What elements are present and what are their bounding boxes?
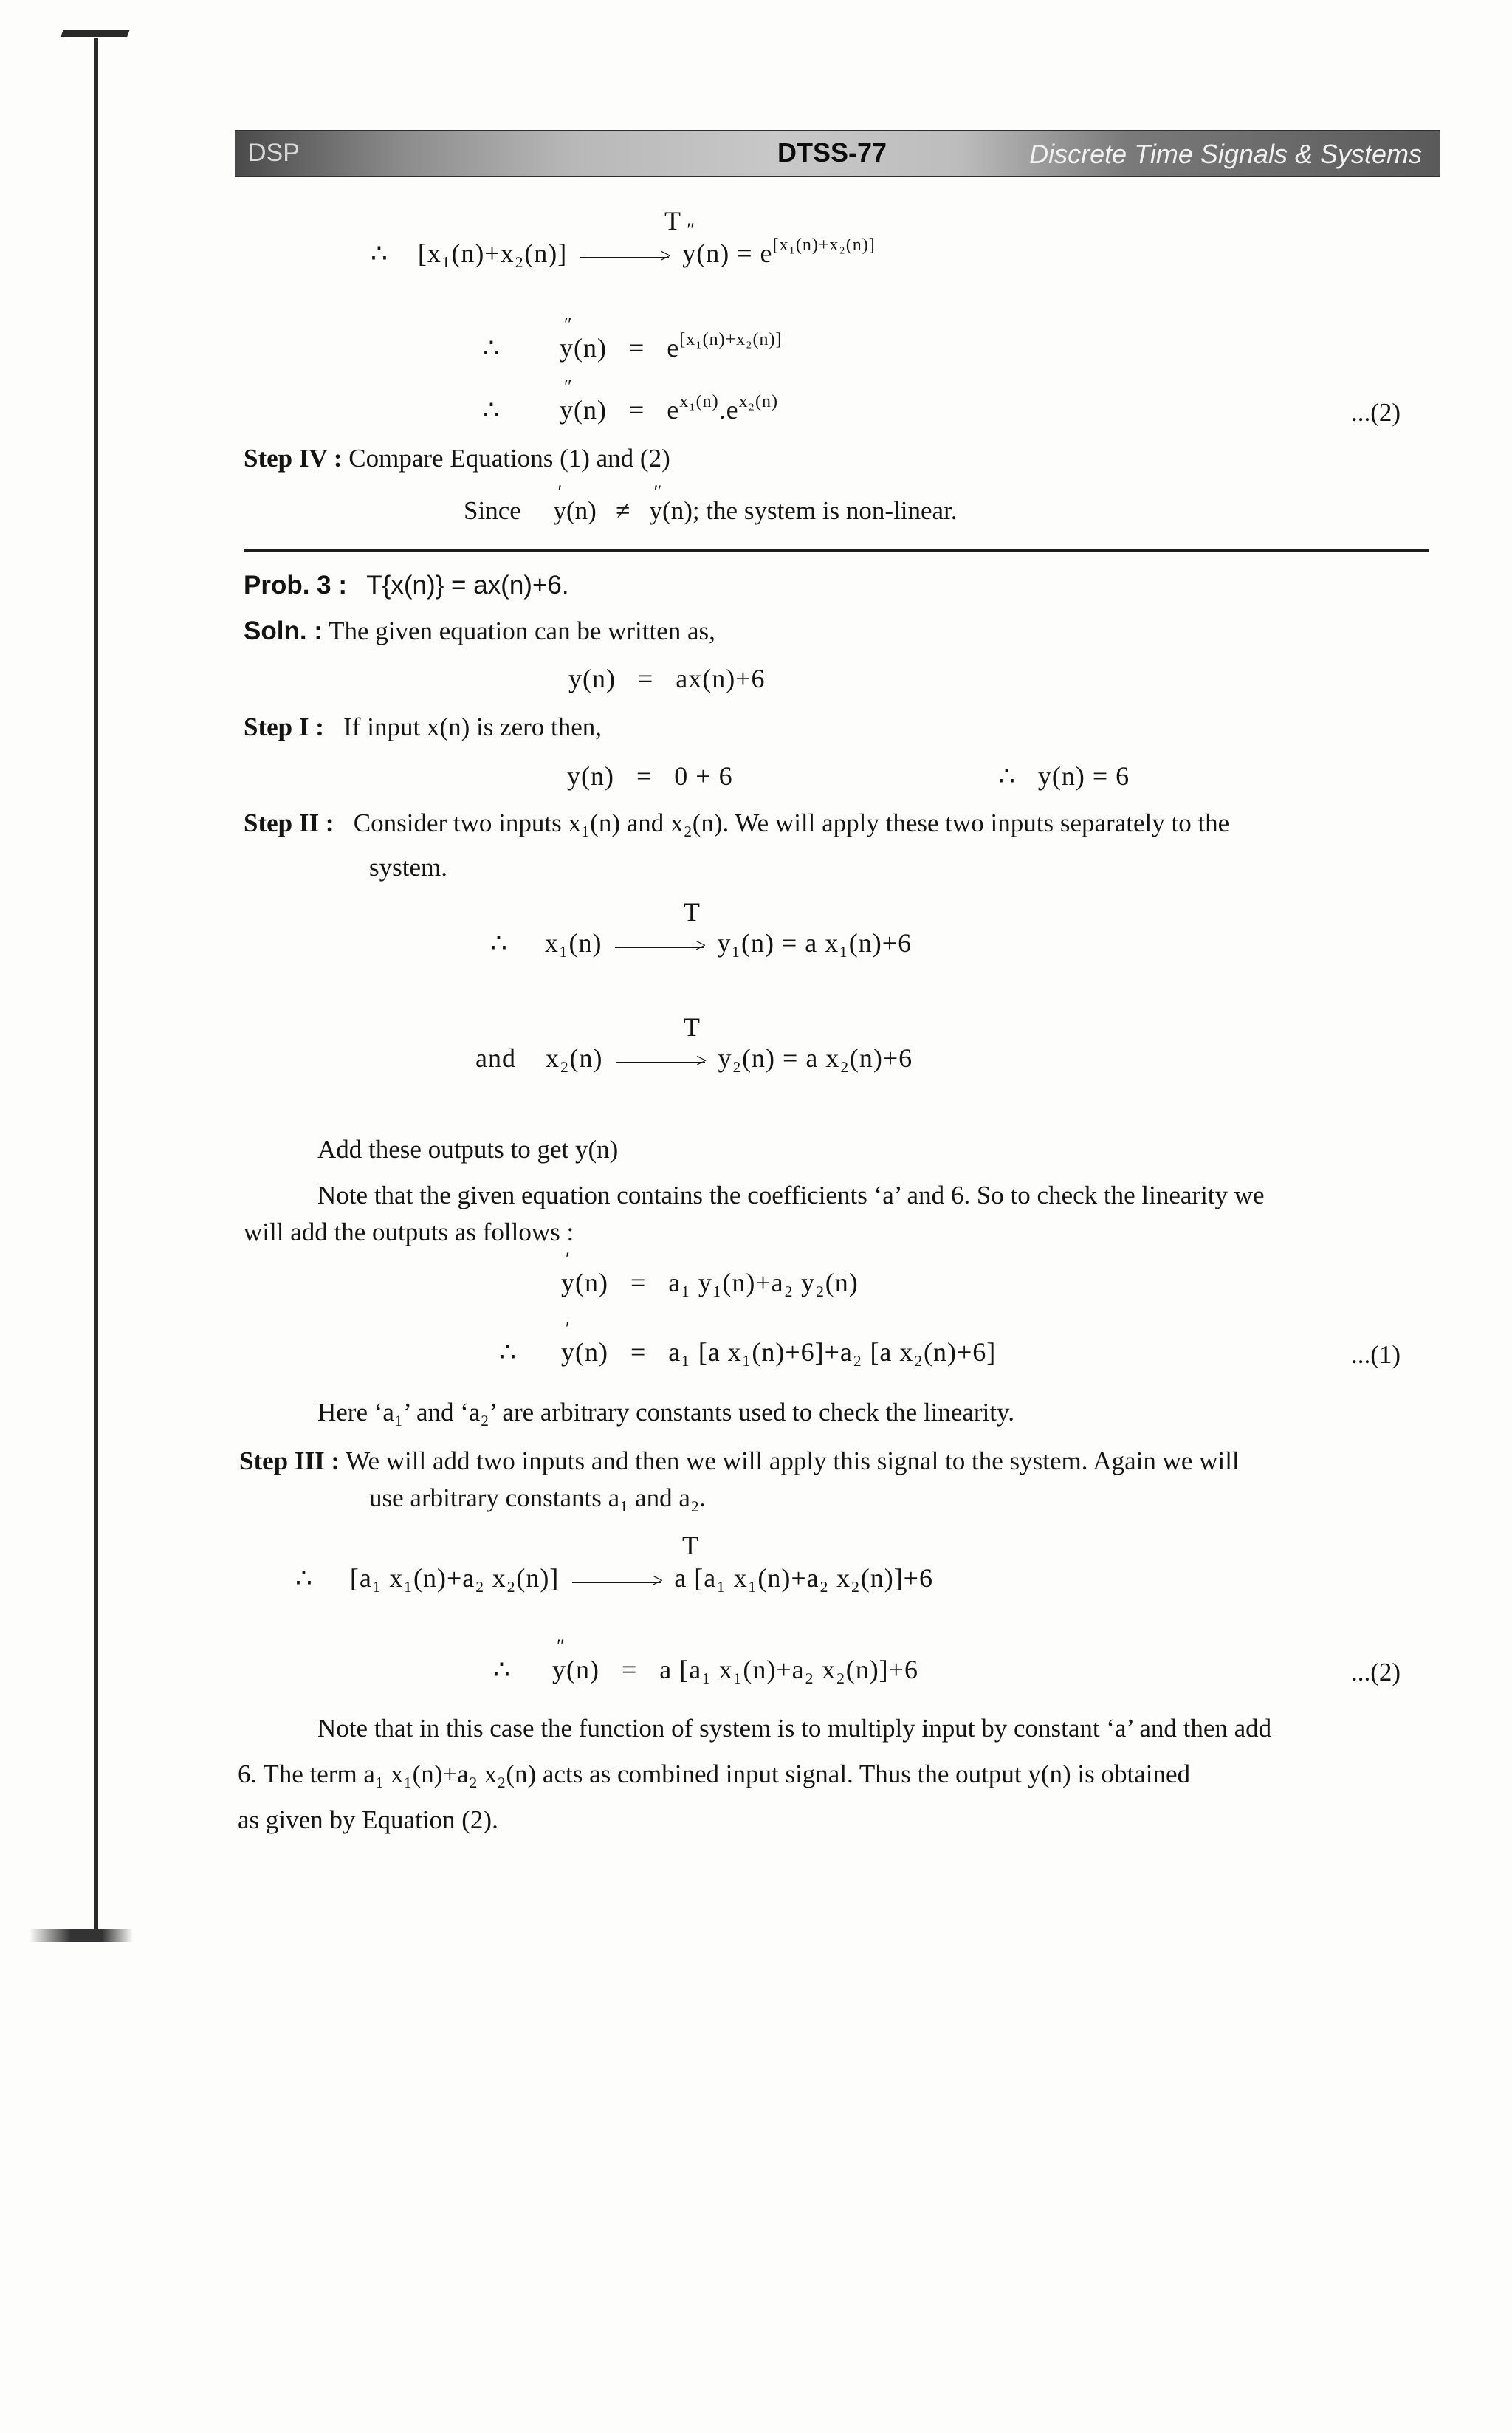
step-ii-text-1: Consider two inputs x₁(n) and x₂(n). We will apply these two inputs separately to the xyxy=(353,809,1230,837)
map1-input: x₁(n) xyxy=(544,928,602,958)
therefore-symbol: ∴ xyxy=(493,1655,511,1684)
step-iii-text-2: use arbitrary constants a₁ and a₂. xyxy=(369,1483,706,1512)
step-i-text: If input x(n) is zero then, xyxy=(343,713,602,741)
sum-equation xyxy=(561,1267,859,1298)
therefore-symbol: ∴ xyxy=(295,1563,313,1593)
sum2-equation xyxy=(561,1336,996,1368)
since-word: Since xyxy=(464,496,521,525)
equation-ref-1: ...(1) xyxy=(1351,1340,1401,1369)
product-dot: . xyxy=(718,395,726,425)
prob-3-statement: T{x(n)} = ax(n)+6. xyxy=(366,571,569,600)
not-equal-sign: ≠ xyxy=(616,496,630,525)
eq3-equation xyxy=(552,1654,918,1685)
eq3-lhs: ″ y(n) xyxy=(552,1655,599,1684)
map2-output: y₂(n) = a x₂(n)+6 xyxy=(718,1043,913,1073)
equals-sign: = xyxy=(637,664,654,693)
map2-arrow: > xyxy=(616,1059,705,1063)
equation-ref-2: ...(2) xyxy=(1351,398,1401,427)
and-word: and xyxy=(475,1043,516,1073)
header-page-number: DTSS-77 xyxy=(777,137,887,168)
step-i-eq-rhs: 0 + 6 xyxy=(674,761,733,791)
exp-line-1-lhs: ″ y(n) xyxy=(560,333,607,363)
prob-3-label: Prob. 3 : xyxy=(244,571,348,600)
step-ii-label: Step II : xyxy=(244,809,334,837)
map1-arrow: > xyxy=(615,944,704,948)
soln-label: Soln. : xyxy=(244,617,323,645)
map3-equation xyxy=(295,1562,933,1593)
given-eq-lhs: y(n) xyxy=(568,664,616,693)
map3-arrow: > xyxy=(572,1579,661,1583)
step-iii-label: Step III : xyxy=(239,1447,340,1475)
map-exponent: [x₁(n)+x₂(n)] xyxy=(772,236,876,255)
step-iv-text: Compare Equations (1) and (2) xyxy=(348,444,670,473)
step-i-equation xyxy=(567,761,733,792)
step-iv-label: Step IV : xyxy=(244,444,343,473)
exp-line-1-exponent: [x₁(n)+x₂(n)] xyxy=(679,330,783,349)
step-i-eq-lhs: y(n) xyxy=(567,761,614,791)
step-ii xyxy=(244,808,1229,839)
step-i-label: Step I : xyxy=(244,713,324,741)
therefore-symbol: ∴ xyxy=(490,928,508,958)
equals-sign: = xyxy=(628,333,645,363)
step-i xyxy=(244,712,602,743)
map-output: ″ y(n) = e xyxy=(682,239,772,268)
given-equation xyxy=(568,663,766,694)
map-input: [x₁(n)+x₂(n)] xyxy=(417,239,568,268)
exp-line-1 xyxy=(560,332,783,363)
map1-T-label: T xyxy=(684,897,701,927)
map2-equation xyxy=(475,1043,913,1074)
note-1-line-1: Note that the given equation contains the coefficients ‘a’ and 6. So to check the linearity we xyxy=(317,1181,1265,1209)
add-outputs-text: Add these outputs to get y(n) xyxy=(317,1135,619,1164)
therefore-symbol: ∴ xyxy=(499,1337,517,1367)
equals-sign: = xyxy=(621,1655,638,1684)
note-1-line-2: will add the outputs as follows : xyxy=(244,1218,574,1246)
step-i-result-text: y(n) = 6 xyxy=(1037,761,1130,791)
equals-sign: = xyxy=(630,1268,647,1297)
binder-edge-bottom xyxy=(30,1929,133,1942)
map3-T-label: T xyxy=(682,1531,699,1560)
equals-sign: = xyxy=(636,761,653,791)
step-ii-text-2: system. xyxy=(369,853,447,882)
binder-edge-line xyxy=(94,38,98,1936)
prob-3 xyxy=(244,570,569,601)
exp-line-2-exp-b: x₂(n) xyxy=(738,392,778,411)
exp-line-2-base-b: e xyxy=(726,395,739,425)
exp-line-2-lhs: ″ y(n) xyxy=(560,395,607,425)
exp-line-2-exp-a: x₁(n) xyxy=(679,392,719,411)
sum2-rhs: a₁ [a x₁(n)+6]+a₂ [a x₂(n)+6] xyxy=(668,1337,997,1367)
map-equation xyxy=(371,238,876,269)
therefore-symbol: ∴ xyxy=(483,333,501,363)
binder-edge-top xyxy=(61,30,130,37)
map-T-label: T xyxy=(664,206,681,236)
since-line xyxy=(464,495,958,526)
note-2-line-1: Note that in this case the function of system is to multiply input by constant ‘a’ and then add xyxy=(317,1714,1272,1743)
soln-text: The given equation can be written as, xyxy=(329,617,715,645)
step-iii-text-1: We will add two inputs and then we will apply this signal to the system. Again we will xyxy=(346,1447,1240,1475)
step-iv xyxy=(244,443,670,474)
therefore-symbol: ∴ xyxy=(371,239,388,268)
header-left-label: DSP xyxy=(248,139,300,167)
map2-T-label: T xyxy=(684,1012,701,1042)
therefore-symbol: ∴ xyxy=(998,761,1016,791)
note-2-line-3: as given by Equation (2). xyxy=(238,1805,498,1834)
since-lhs: ′ y(n) xyxy=(554,496,597,525)
page-header xyxy=(235,130,1440,177)
eq3-rhs: a [a₁ x₁(n)+a₂ x₂(n)]+6 xyxy=(659,1655,918,1684)
map2-input: x₂(n) xyxy=(545,1043,603,1073)
note-2-line-2: 6. The term a₁ x₁(n)+a₂ x₂(n) acts as combined input signal. Thus the output y(n) is obtained xyxy=(238,1760,1191,1788)
equals-sign: = xyxy=(628,395,645,425)
header-chapter-title: Discrete Time Signals & Systems xyxy=(1029,139,1422,169)
map1-output: y₁(n) = a x₁(n)+6 xyxy=(717,928,913,958)
section-divider xyxy=(244,549,1429,552)
exp-line-2 xyxy=(560,394,778,425)
exp-line-1-base: e xyxy=(667,333,680,363)
sum-rhs: a₁ y₁(n)+a₂ y₂(n) xyxy=(668,1268,859,1297)
since-rhs: ″ y(n); the system is non-linear. xyxy=(650,496,958,525)
sum2-lhs: ′ y(n) xyxy=(561,1337,608,1367)
sum-lhs: ′ y(n) xyxy=(561,1268,608,1297)
given-eq-rhs: ax(n)+6 xyxy=(676,664,766,693)
exp-line-2-base-a: e xyxy=(667,395,680,425)
map1-equation xyxy=(490,927,912,958)
step-iii xyxy=(239,1446,1240,1477)
equals-sign: = xyxy=(630,1337,647,1367)
step-i-result xyxy=(998,761,1130,792)
map-arrow: > xyxy=(580,254,669,258)
map3-input: [a₁ x₁(n)+a₂ x₂(n)] xyxy=(349,1563,560,1593)
therefore-symbol: ∴ xyxy=(483,395,501,425)
map3-output: a [a₁ x₁(n)+a₂ x₂(n)]+6 xyxy=(674,1563,933,1593)
here-text: Here ‘a₁’ and ‘a₂’ are arbitrary constants used to check the linearity. xyxy=(317,1398,1014,1427)
equation-ref-2b: ...(2) xyxy=(1351,1658,1401,1686)
soln xyxy=(244,616,715,647)
